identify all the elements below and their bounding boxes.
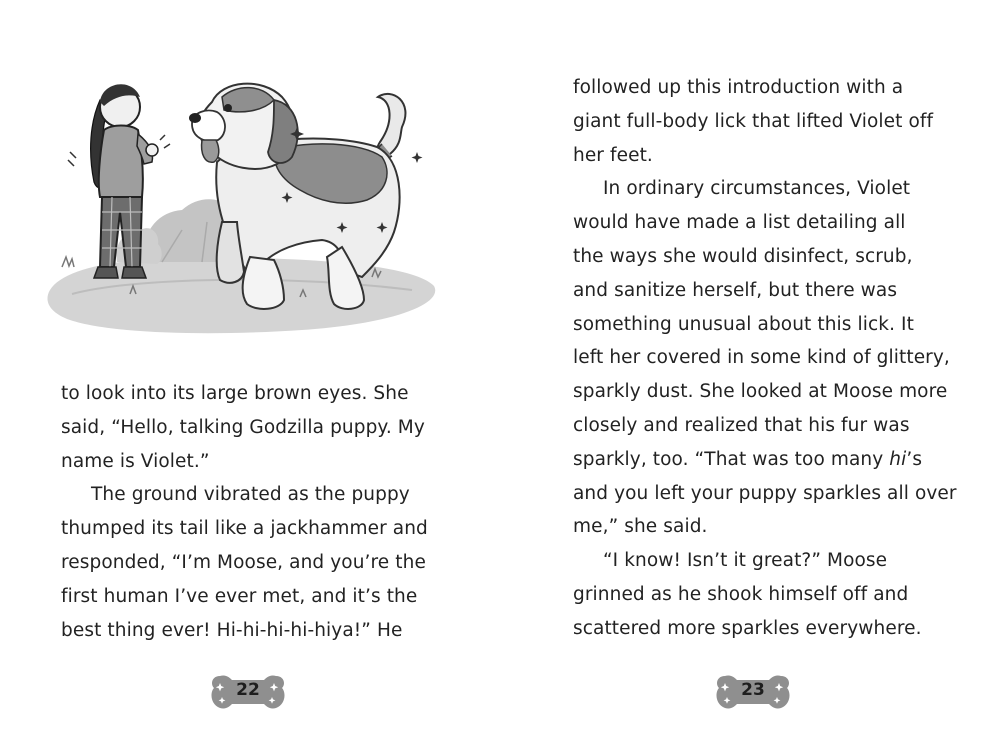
girl-and-puppy-illustration — [42, 72, 452, 342]
dog-nose — [189, 113, 201, 123]
page-number: 23 — [741, 680, 765, 700]
text-line: me,” she said. — [573, 516, 708, 538]
right-page — [500, 0, 1000, 744]
text-line-start: sparkly, too. “That was too many — [573, 448, 890, 470]
page-number-badge — [208, 670, 288, 716]
text-line: and sanitize herself, but there was — [573, 279, 898, 301]
text-line: said, “Hello, talking Godzilla puppy. My — [61, 416, 425, 438]
text-line: giant full-body lick that lifted Violet off — [573, 110, 934, 132]
text-line: to look into its large brown eyes. She — [61, 383, 409, 404]
text-line: responded, “I’m Moose, and you’re the — [61, 551, 426, 573]
page-number-badge — [713, 670, 793, 716]
text-line-end: ’s — [906, 448, 923, 470]
text-line: her feet. — [573, 144, 653, 166]
text-line: left her covered in some kind of glittery, — [573, 347, 950, 369]
girl-sweater — [99, 126, 143, 198]
text-line: The ground vibrated as the puppy — [91, 484, 410, 506]
text-line: would have made a list detailing all — [573, 212, 906, 234]
italic-word: hi — [889, 448, 907, 470]
dog-eye — [224, 104, 232, 112]
text-line: “I know! Isn’t it great?” Moose — [603, 550, 888, 572]
text-line — [573, 443, 973, 477]
text-line: and you left your puppy sparkles all over — [573, 482, 957, 504]
text-line: the ways she would disinfect, scrub, — [573, 245, 913, 267]
page-number: 22 — [236, 680, 260, 700]
text-line: first human I’ve ever met, and it’s the — [61, 585, 418, 607]
text-line: closely and realized that his fur was — [573, 414, 910, 436]
left-page-text — [61, 377, 461, 647]
text-line: something unusual about this lick. It — [573, 313, 914, 335]
text-line: scattered more sparkles everywhere. — [573, 617, 922, 639]
dog-tongue — [202, 140, 219, 162]
text-line: followed up this introduction with a — [573, 77, 904, 98]
right-page-text — [573, 71, 973, 646]
text-line: thumped its tail like a jackhammer and — [61, 518, 428, 540]
text-line: In ordinary circumstances, Violet — [603, 178, 911, 200]
text-line: sparkly dust. She looked at Moose more — [573, 381, 948, 403]
text-line: best thing ever! Hi-hi-hi-hi-hiya!” He — [61, 619, 403, 641]
text-line: grinned as he shook himself off and — [573, 583, 909, 605]
text-line: name is Violet.” — [61, 450, 210, 472]
